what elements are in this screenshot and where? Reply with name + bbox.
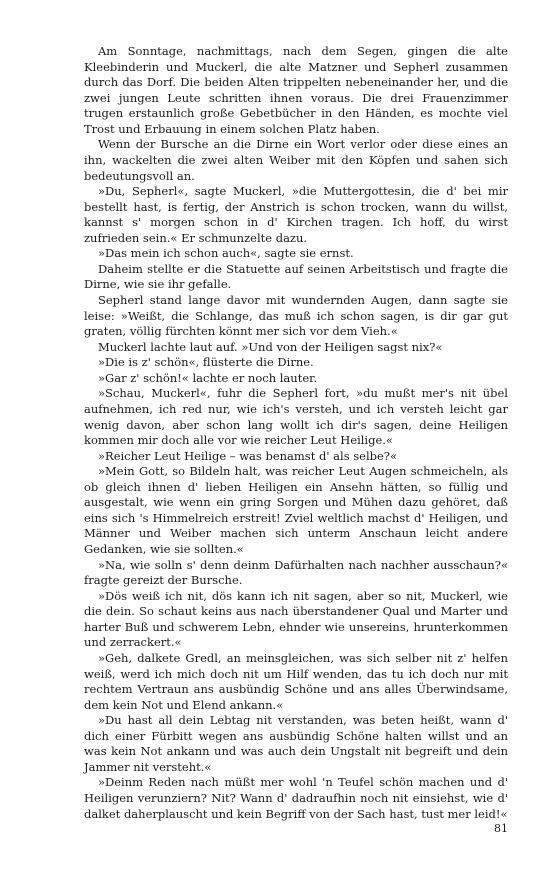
paragraph: Daheim stellte er die Statuette auf seinen Arbeitstisch und fragte die Dirne, wie sie ihr gefalle.: [84, 261, 508, 292]
paragraph: »Schau, Muckerl«, fuhr die Sepherl fort, »du mußt mer's nit übel aufnehmen, ich red nur, wie ich's versteh, und ich versteh leicht gar wenig davon, aber schon lang wollt ich dir's sagen, deine Heiligen kommen mir doch alle vor wie reicher Leut Heilige.«: [84, 386, 508, 448]
paragraph: Wenn der Bursche an die Dirne ein Wort verlor oder diese eines an ihn, wackelten die zwei alten Weiber mit den Köpfen und sahen sich bedeutungsvoll an.: [84, 137, 508, 183]
paragraph: »Mein Gott, so Bildeln halt, was reicher Leut Augen schmeicheln, als ob gleich ihnen d' lieben Heiligen ein Ansehn hätten, so füllig und ausgestalt, wie wenn ein gring Sorgen und Mühen dazu gehöret, daß eins sich 's Himmelreich erstreit! Zviel weltlich machst d' Heiligen, und Männer und Weiber machen sich unterm Anschaun leicht andere Gedanken, wie sie sollten.«: [84, 464, 508, 556]
paragraph: »Du hast all dein Lebtag nit verstanden, was beten heißt, wann d' dich einer Fürbitt wegen ans ausbündig Schöne halten willst und an was kein Not ankann und was auch dein Ungstalt nit begreift und dein Jammer nit versteht.«: [84, 713, 508, 774]
paragraph: »Du, Sepherl«, sagte Muckerl, »die Muttergottesin, die d' bei mir bestellt hast, is fertig, der Anstrich is schon trocken, wann du willst, kannst s' morgen schon in d' Kirchen tragen. Ich hoff, du wirst zufrieden sein.« Er schmunzelte dazu.: [84, 184, 508, 245]
paragraph: »Dös weiß ich nit, dös kann ich nit sagen, aber so nit, Muckerl, wie die dein. So schaut keins aus nach überstandener Qual und Marter und harter Buß und schwerem Lebn, ehnder wie unsereins, hrunterkommen und zerrackert.«: [84, 588, 508, 650]
paragraph: »Die is z' schön«, flüsterte die Dirne.: [98, 355, 314, 370]
paragraph: »Geh, dalkete Gredl, an meinsgleichen, was sich selber nit z' helfen weiß, werd ich mich doch nit um Hilf wenden, das tu ich doch nur mit rechtem Vertraun ans ausbündig Schöne und ans alles Überwindsame, dem kein Not und Elend ankann.«: [84, 650, 508, 712]
paragraph: »Deinm Reden nach müßt mer wohl 'n Teufel schön machen und d' Heiligen verunziern? Nit? Wann d' dadraufhin noch nit einsiehst, wie d' dalket daherplauscht und kein Begriff von der Sach hast, tust mer leid!«: [84, 775, 508, 821]
paragraph: »Reicher Leut Heilige – was benamst d' als selbe?«: [98, 448, 397, 463]
paragraph: Sepherl stand lange davor mit wundernden Augen, dann sagte sie leise: »Weißt, die Schlange, das muß ich schon sagen, is dir gar gut graten, völlig fürchten könnt mer sich vor dem Vieh.«: [84, 293, 508, 339]
paragraph: Muckerl lachte laut auf. »Und von der Heiligen sagst nix?«: [98, 339, 443, 354]
paragraph: »Na, wie solln s' denn deinm Dafürhalten nach nachher ausschaun?« fragte gereizt der Bursche.: [84, 557, 508, 588]
paragraph: Am Sonntage, nachmittags, nach dem Segen, gingen die alte Kleebinderin und Muckerl, die alte Matzner und Sepherl zusammen durch das Dorf. Die beiden Alten trippelten nebeneinander her, und die zwei jungen Leute schritten ihnen voraus. Die drei Frauenzimmer trugen erstaunlich große Gebetbücher in den Händen, es mochte viel Trost und Erbauung in einem solchen Platz haben.: [84, 44, 508, 136]
page-number: 81: [494, 822, 508, 835]
paragraph: »Gar z' schön!« lachte er noch lauter.: [98, 370, 318, 385]
paragraph: »Das mein ich schon auch«, sagte sie ernst.: [98, 246, 354, 261]
page-body: [84, 44, 508, 822]
